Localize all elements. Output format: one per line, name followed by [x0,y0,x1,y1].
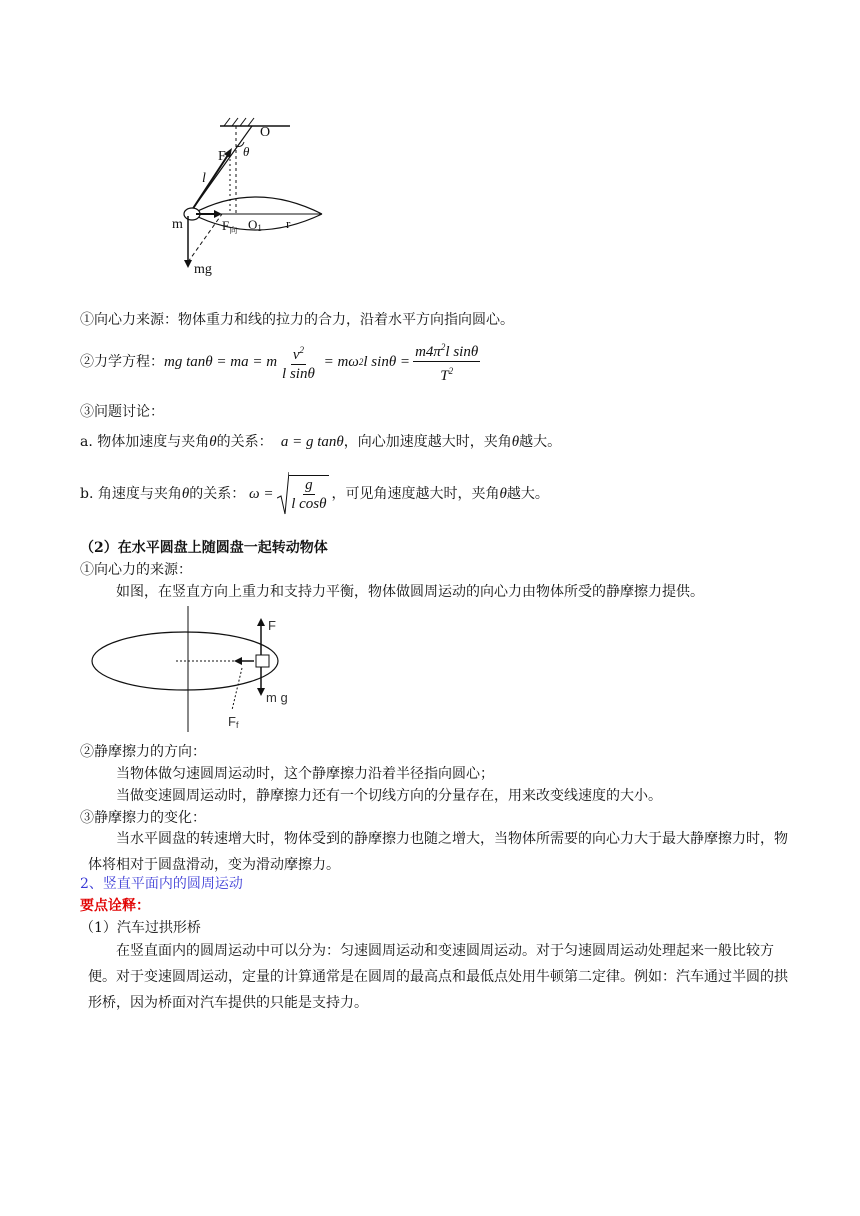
sub1-title: （1）汽车过拱形桥 [80,920,201,936]
equation-label: ②力学方程： [80,353,164,370]
discussion-b: b. 角速度与夹角 θ 的关系： ω = $\frac{g}{\text{l cosθ}}$ ，可见角速度越大时，夹角 θ 越大。 [80,472,549,516]
conical-pendulum-diagram [160,110,340,285]
s2-item2-l1: 当物体做匀速圆周运动时，这个静摩擦力沿着半径指向圆心； [116,766,494,782]
dynamics-equation: mg tan θ = ma = m $\frac{v^2}{\text{l sinθ}}$ = mω 2 l sinθ = $\frac{m4\pi^2l \sin\theta}{T^2}$ [164,338,483,385]
label-Ff: Ff [228,714,239,730]
s2-item2-l2: 当做变速圆周运动时，静摩擦力还有一个切线方向的分量存在，用来改变线速度的大小。 [116,788,662,804]
discussion-a: a. 物体加速度与夹角θ的关系： a = g tanθ，向心加速度越大时，夹角θ越大。 [80,434,562,450]
sub1-text: 在竖直面内的圆周运动中可以分为：匀速圆周运动和变速圆周运动。对于匀速圆周运动处理起来一般比较方便。对于变速圆周运动，定量的计算通常是在圆周的最高点和最低点处用牛顿第二定律。例如：汽车通过半圆的拱形桥，因为桥面对汽车提供的只能是支持力。 [88,943,788,1011]
s2-item3-text: 当水平圆盘的转速增大时，物体受到的静摩擦力也随之增大，当物体所需要的向心力大于最大静摩擦力时，物体将相对于圆盘滑动，变为滑动摩擦力。 [88,831,788,873]
heading-2: 2、竖直平面内的圆周运动 [80,876,243,892]
centripetal-source-line: ①向心力来源：物体重力和线的拉力的合力，沿着水平方向指向圆心。 [80,312,514,328]
label-l: l [202,171,206,186]
discussion-heading: ③问题讨论： [80,404,164,420]
label-mg: mg [194,262,212,277]
key-points-label: 要点诠释： [80,898,150,914]
label-theta: θ [243,144,250,159]
label-m: m [172,217,183,232]
label-F2: F [268,618,276,633]
label-Fxiang: $F_向$ [222,218,238,235]
label-F: F [218,149,226,164]
section-2-title: （2）在水平圆盘上随圆盘一起转动物体 [80,540,328,556]
label-O1: O1 [248,217,262,233]
s2-item2: ②静摩擦力的方向： [80,744,206,760]
s2-item1-text: 如图，在竖直方向上重力和支持力平衡，物体做圆周运动的向心力由物体所受的静摩擦力提供。 [116,584,704,600]
s2-item1: ①向心力的来源： [80,562,192,578]
dynamics-equation-line [80,338,483,385]
s2-item3: ③静摩擦力的变化： [80,810,206,826]
label-r: r [286,216,291,231]
label-O: O [260,125,271,140]
rotating-disk-diagram [90,606,310,736]
label-mg2: m g [266,690,288,705]
